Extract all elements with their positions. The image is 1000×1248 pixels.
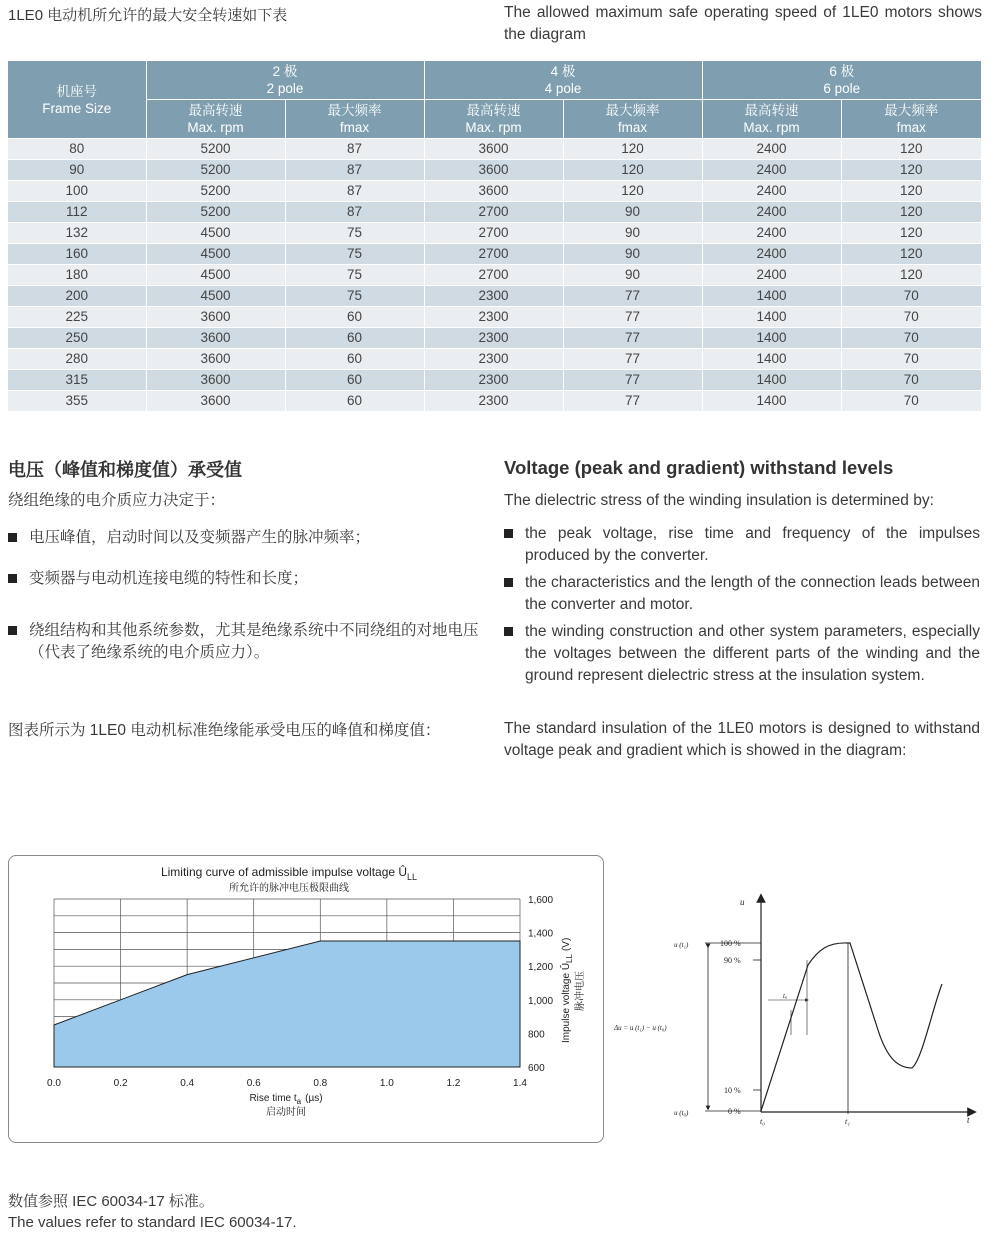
subheader-max-rpm: 最高转速 Max. rpm (702, 100, 841, 139)
table-cell: 5200 (146, 160, 285, 181)
table-cell: 77 (563, 391, 702, 412)
impulse-voltage-chart (8, 855, 604, 1143)
table-cell: 2700 (424, 202, 563, 223)
subheader-max-rpm: 最高转速 Max. rpm (424, 100, 563, 139)
bullet-square-icon (504, 529, 513, 538)
frame-size-cell: 90 (8, 160, 146, 181)
table-row (8, 244, 981, 265)
table-cell: 3600 (146, 307, 285, 328)
table-cell: 2700 (424, 265, 563, 286)
table-cell: 120 (563, 139, 702, 160)
t-axis-label: t (967, 1115, 970, 1125)
table-cell: 75 (285, 286, 424, 307)
bullet-item-en: the winding construction and other system parameters, especially the voltages between the different parts of the winding and the ground represent dielectric stress at the insulation system. (504, 621, 980, 687)
table-cell: 120 (841, 181, 981, 202)
table-cell: 2400 (702, 160, 841, 181)
bullet-square-icon (8, 626, 17, 635)
admissible-area (54, 941, 520, 1067)
table-cell: 2300 (424, 391, 563, 412)
table-cell: 3600 (146, 391, 285, 412)
y-tick-label: 800 (528, 1029, 545, 1041)
bullet-item-cn: 绕组结构和其他系统参数，尤其是绝缘系统中不同绕组的对地电压（代表了绝缘系统的电介质应力）。 (8, 620, 488, 664)
x-tick-label: 1.2 (446, 1078, 461, 1089)
table-cell: 2300 (424, 286, 563, 307)
subheader-max-rpm: 最高转速 Max. rpm (146, 100, 285, 139)
frame-size-header: 机座号 Frame Size (8, 61, 146, 139)
table-cell: 3600 (146, 328, 285, 349)
bullet-item-cn: 电压峰值，启动时间以及变频器产生的脉冲频率； (8, 527, 488, 549)
table-cell: 5200 (146, 139, 285, 160)
ta-label: tₐ (783, 992, 787, 1000)
table-cell: 60 (285, 391, 424, 412)
table-cell: 1400 (702, 391, 841, 412)
frame-size-cell: 355 (8, 391, 146, 412)
footer-en: The values refer to standard IEC 60034-17. (8, 1214, 297, 1231)
table-row (8, 139, 981, 160)
x-tick-label: 0.0 (47, 1078, 61, 1089)
table-cell: 1400 (702, 307, 841, 328)
u-t0-label: u (t₀) (674, 1109, 689, 1117)
table-cell: 1400 (702, 370, 841, 391)
table-cell: 77 (563, 349, 702, 370)
table-cell: 77 (563, 286, 702, 307)
bullet-square-icon (8, 533, 17, 542)
table-cell: 1400 (702, 328, 841, 349)
y-axis-label (559, 938, 574, 1043)
u-t1-label: u (t₁) (674, 941, 689, 949)
table-cell: 3600 (146, 349, 285, 370)
y-tick-label: 1,600 (528, 895, 554, 906)
table-cell: 120 (841, 265, 981, 286)
table-row (8, 265, 981, 286)
table-row (8, 349, 981, 370)
table-cell: 75 (285, 244, 424, 265)
group-header-4pole: 4 极 4 pole (424, 61, 702, 100)
table-cell: 120 (841, 160, 981, 181)
table-cell: 2400 (702, 265, 841, 286)
table-cell: 3600 (146, 370, 285, 391)
table-cell: 77 (563, 328, 702, 349)
table-cell: 75 (285, 223, 424, 244)
table-cell: 70 (841, 391, 981, 412)
table-cell: 77 (563, 307, 702, 328)
table-cell: 4500 (146, 223, 285, 244)
section-title-en: Voltage (peak and gradient) withstand levels (504, 457, 894, 478)
lead-text-cn: 绕组绝缘的电介质应力决定于： (8, 492, 226, 509)
delta-u-label: Δu = u (t₁) − u (t₀) (614, 1024, 667, 1032)
table-row (8, 391, 981, 412)
table-cell: 2400 (702, 139, 841, 160)
table-cell: 120 (563, 181, 702, 202)
table-cell: 60 (285, 307, 424, 328)
table-cell: 2400 (702, 223, 841, 244)
closing-text-en: The standard insulation of the 1LE0 motors is designed to withstand voltage peak and gradient which is showed in the diagram: (504, 720, 980, 759)
table-cell: 120 (841, 244, 981, 265)
x-axis-label: Rise time $t_a$ (µs) (249, 1093, 323, 1106)
chart-svg (9, 856, 603, 1142)
table-cell: 120 (563, 160, 702, 181)
subheader-fmax: 最大频率 fmax (563, 100, 702, 139)
table-cell: 2400 (702, 202, 841, 223)
footer-cn: 数值参照 IEC 60034-17 标准。 (8, 1193, 214, 1210)
x-tick-label: 1.0 (379, 1078, 394, 1089)
table-cell: 5200 (146, 202, 285, 223)
level-0-label: 0 % (728, 1107, 741, 1116)
table-cell: 2300 (424, 307, 563, 328)
table-row (8, 202, 981, 223)
table-row (8, 160, 981, 181)
table-cell: 2700 (424, 223, 563, 244)
bullet-item-en: the peak voltage, rise time and frequency of the impulses produced by the converter. (504, 523, 980, 567)
table-cell: 2300 (424, 328, 563, 349)
bullet-item-cn: 变频器与电动机连接电缆的特性和长度； (8, 568, 488, 590)
frame-size-cell: 200 (8, 286, 146, 307)
table-cell: 3600 (424, 181, 563, 202)
table-cell: 60 (285, 349, 424, 370)
table-cell: 70 (841, 286, 981, 307)
table-cell: 2400 (702, 181, 841, 202)
section-title-cn: 电压（峰值和梯度值）承受值 (8, 460, 242, 480)
y-tick-label: 1,400 (528, 928, 554, 940)
y-axis-label-cn (573, 971, 586, 1011)
x-tick-label: 0.8 (313, 1078, 328, 1089)
table-cell: 3600 (424, 139, 563, 160)
bullet-square-icon (504, 627, 513, 636)
table-cell: 2300 (424, 349, 563, 370)
x-tick-label: 1.4 (513, 1078, 527, 1089)
frame-size-cell: 132 (8, 223, 146, 244)
svg-text:脉冲电压: 脉冲电压 (575, 971, 586, 1011)
table-cell: 120 (841, 202, 981, 223)
intro-text-cn: 1LE0 电动机所允许的最大安全转速如下表 (8, 7, 288, 24)
table-cell: 5200 (146, 181, 285, 202)
table-cell: 90 (563, 202, 702, 223)
table-cell: 87 (285, 181, 424, 202)
bullet-item-en: the characteristics and the length of the connection leads between the converter and motor. (504, 572, 980, 616)
table-cell: 2300 (424, 370, 563, 391)
u-axis-label: u (740, 897, 745, 907)
y-tick-label: 1,000 (528, 995, 554, 1007)
group-header-2pole: 2 极 2 pole (146, 61, 424, 100)
t0-label: t₀ (760, 1117, 766, 1126)
table-cell: 70 (841, 307, 981, 328)
level-100-label: 100 % (720, 939, 741, 948)
frame-size-cell: 100 (8, 181, 146, 202)
level-90-label: 90 % (724, 956, 741, 965)
frame-size-cell: 250 (8, 328, 146, 349)
table-cell: 4500 (146, 244, 285, 265)
y-tick-label: 600 (528, 1063, 545, 1074)
intro-text-en: The allowed maximum safe operating speed of 1LE0 motors shows the diagram (504, 4, 982, 43)
table-cell: 3600 (424, 160, 563, 181)
bullet-square-icon (504, 578, 513, 587)
table-cell: 120 (841, 223, 981, 244)
frame-size-cell: 315 (8, 370, 146, 391)
table-cell: 4500 (146, 286, 285, 307)
pulse-waveform (761, 943, 942, 1111)
table-cell: 90 (563, 244, 702, 265)
level-10-label: 10 % (724, 1086, 741, 1095)
table-cell: 77 (563, 370, 702, 391)
svg-text:Impulse voltage ÛLL(V): Impulse voltage $Û_{LL}(V)$ (561, 937, 574, 1043)
table-row (8, 307, 981, 328)
table-cell: 2700 (424, 244, 563, 265)
y-tick-label: 1,200 (528, 962, 554, 974)
x-tick-label: 0.2 (113, 1078, 128, 1089)
frame-size-cell: 280 (8, 349, 146, 370)
speed-table (8, 61, 981, 412)
frame-size-cell: 112 (8, 202, 146, 223)
table-cell: 1400 (702, 349, 841, 370)
x-tick-label: 0.6 (246, 1078, 261, 1089)
bullet-square-icon (8, 574, 17, 583)
subheader-fmax: 最大频率 fmax (841, 100, 981, 139)
table-cell: 120 (841, 139, 981, 160)
closing-text-cn: 图表所示为 1LE0 电动机标准绝缘能承受电压的峰值和梯度值： (8, 722, 441, 739)
table-cell: 60 (285, 370, 424, 391)
table-row (8, 328, 981, 349)
chart-subtitle: 所允许的脉冲电压极限曲线 (229, 883, 349, 894)
x-axis-label-cn: 启动时间 (266, 1107, 306, 1118)
x-tick-label: 0.4 (180, 1078, 195, 1089)
table-row (8, 223, 981, 244)
table-cell: 1400 (702, 286, 841, 307)
table-cell: 70 (841, 328, 981, 349)
table-cell: 90 (563, 265, 702, 286)
frame-size-cell: 160 (8, 244, 146, 265)
lead-text-en: The dielectric stress of the winding insulation is determined by: (504, 492, 934, 509)
frame-size-cell: 180 (8, 265, 146, 286)
frame-size-cell: 80 (8, 139, 146, 160)
group-header-6pole: 6 极 6 pole (702, 61, 981, 100)
table-cell: 2400 (702, 244, 841, 265)
table-row (8, 370, 981, 391)
frame-size-cell: 225 (8, 307, 146, 328)
chart-title: Limiting curve of admissible impulse voltage $Û_{LL}$ (160, 865, 418, 882)
table-row (8, 286, 981, 307)
table-cell: 75 (285, 265, 424, 286)
pulse-diagram (610, 890, 990, 1135)
table-cell: 87 (285, 160, 424, 181)
table-cell: 70 (841, 349, 981, 370)
table-cell: 70 (841, 370, 981, 391)
table-cell: 60 (285, 328, 424, 349)
subheader-fmax: 最大频率 fmax (285, 100, 424, 139)
t1-label: t₁ (845, 1117, 851, 1126)
table-cell: 4500 (146, 265, 285, 286)
table-row (8, 181, 981, 202)
table-cell: 87 (285, 139, 424, 160)
table-cell: 90 (563, 223, 702, 244)
table-cell: 87 (285, 202, 424, 223)
